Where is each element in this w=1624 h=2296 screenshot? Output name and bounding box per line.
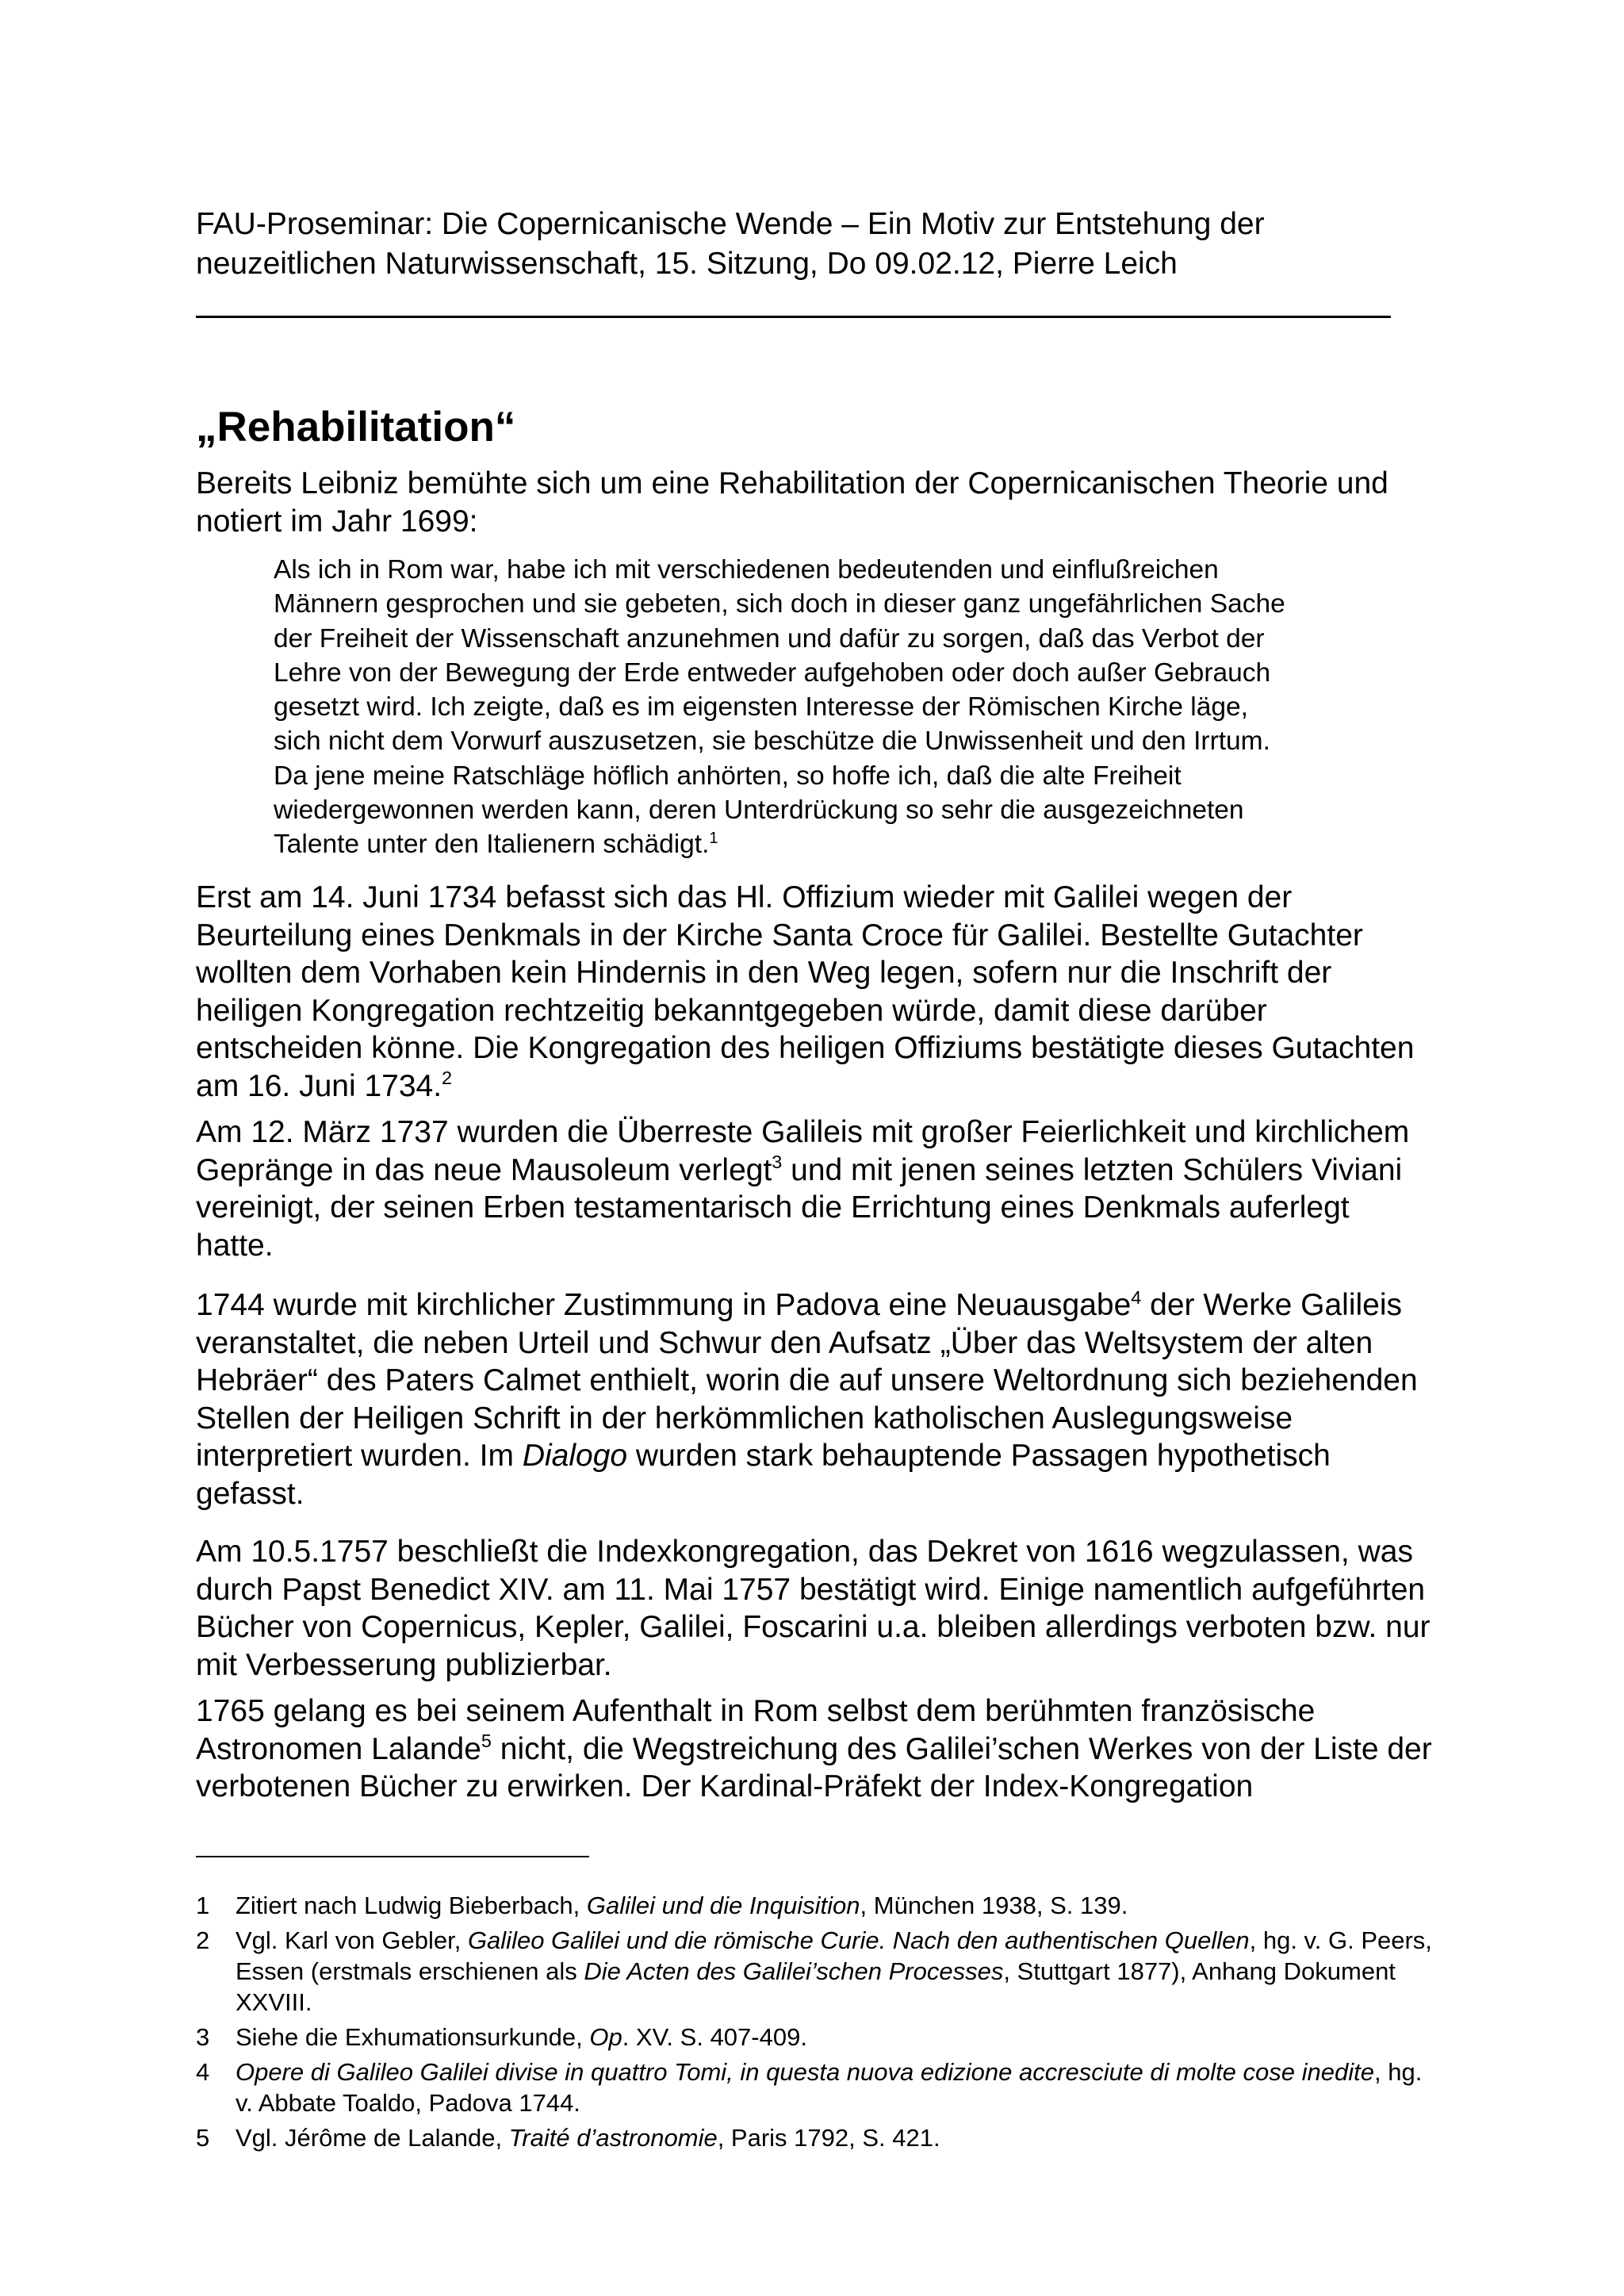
quote-line: der Freiheit der Wissenschaft anzunehmen und dafür zu sorgen, daß das Verbot der bbox=[274, 623, 1265, 654]
paragraph-1734 bbox=[196, 879, 1433, 1105]
paragraph-1744 bbox=[196, 1286, 1433, 1512]
footnote-text: . XV. S. 407-409. bbox=[622, 2023, 807, 2051]
section-title: „Rehabilitation“ bbox=[196, 404, 516, 450]
footnote-text: , Stuttgart 1877), Anhang Dokument XXVIII. bbox=[236, 1957, 1396, 2016]
footnote-ref-5[interactable]: 5 bbox=[481, 1731, 492, 1752]
quote-line-text: Talente unter den Italienern schädigt. bbox=[274, 830, 710, 860]
footnote-text: Vgl. Karl von Gebler, bbox=[236, 1926, 468, 1954]
quote-line: wiedergewonnen werden kann, deren Unterdrückung so sehr die ausgezeichneten bbox=[274, 795, 1244, 826]
paragraph-1737 bbox=[196, 1114, 1433, 1264]
quote-line: Da jene meine Ratschläge höflich anhörten, so hoffe ich, daß die alte Freiheit bbox=[274, 761, 1182, 791]
footnote-2 bbox=[196, 1925, 1433, 2018]
footnote-text: Zitiert nach Ludwig Bieberbach, bbox=[236, 1892, 587, 1919]
footnote-text: Vgl. Jérôme de Lalande, bbox=[236, 2124, 509, 2152]
footnote-number: 5 bbox=[196, 2124, 210, 2152]
paragraph-text: und mit jenen seines letzten Schülers Viviani vereinigt, der seinen Erben testamentarisch die Errichtung eines Denkmals auferlegt hatte. bbox=[196, 1152, 1403, 1263]
footnote-text: , hg. v. G. Peers, Essen (erstmals erschienen als bbox=[236, 1926, 1432, 1985]
footnote-italic: Opere di Galileo Galilei divise in quattro Tomi, in questa nuova edizione accresciute di molte cose inedite bbox=[236, 2058, 1374, 2086]
footnote-ref-1[interactable]: 1 bbox=[709, 830, 718, 848]
quote-line: Als ich in Rom war, habe ich mit verschiedenen bedeutenden und einflußreichen bbox=[274, 555, 1219, 585]
paragraph-text: 1765 gelang es bei seinem Aufenthalt in Rom selbst dem berühmten französische Astronomen Lalande bbox=[196, 1694, 1316, 1766]
footnote-number: 3 bbox=[196, 2023, 210, 2051]
header-divider bbox=[196, 316, 1391, 318]
quote-line: Lehre von der Bewegung der Erde entweder aufgehoben oder doch außer Gebrauch bbox=[274, 657, 1271, 688]
quote-line: sich nicht dem Vorwurf auszusetzen, sie beschütze die Unwissenheit und den Irrtum. bbox=[274, 726, 1270, 757]
footnote-number: 4 bbox=[196, 2058, 210, 2086]
footnote-text: , Paris 1792, S. 421. bbox=[717, 2124, 940, 2152]
footnote-1 bbox=[196, 1890, 1433, 1921]
footnotes bbox=[196, 1890, 1433, 2157]
footnote-text: , München 1938, S. 139. bbox=[860, 1892, 1128, 1919]
footnote-italic: Galilei und die Inquisition bbox=[586, 1892, 860, 1919]
header-line-2: neuzeitlichen Naturwissenschaft, 15. Sitzung, Do 09.02.12, Pierre Leich bbox=[196, 247, 1178, 281]
paragraph-text: wurden stark behauptende Passagen hypothetisch gefasst. bbox=[196, 1439, 1331, 1511]
paragraph-text: nicht, die Wegstreichung des Galilei’schen Werkes von der Liste der verbotenen Bücher zu erwirken. Der Kardinal-Präfekt der Index-Kongregation bbox=[196, 1731, 1432, 1803]
footnote-ref-3[interactable]: 3 bbox=[772, 1152, 783, 1173]
footnote-ref-4[interactable]: 4 bbox=[1131, 1286, 1142, 1308]
footnote-italic: Op bbox=[589, 2023, 622, 2051]
paragraph-1757 bbox=[196, 1533, 1433, 1684]
paragraph-text: Erst am 14. Juni 1734 befasst sich das Hl. Offizium wieder mit Galilei wegen der Beurteilung eines Denkmals in der Kirche Santa Croce für Galilei. Bestellte Gutachter wollten dem Vorhaben kein Hindernis in den Weg legen, sofern nur die Inschrift der heiligen Kongregation rechtzeitig bekanntgegeben würde, damit diese darüber entscheiden könne. Die Kongregation des heiligen Offiziums bestätigte dieses Gutachten am 16. Juni 1734. bbox=[196, 880, 1415, 1103]
leibniz-quote bbox=[274, 553, 1415, 862]
footnote-italic: Galileo Galilei und die römische Curie. Nach den authentischen Quellen bbox=[467, 1926, 1250, 1954]
footnote-4 bbox=[196, 2056, 1433, 2118]
footnote-text: Siehe die Exhumationsurkunde, bbox=[236, 2023, 590, 2051]
paragraph-1765 bbox=[196, 1692, 1433, 1806]
footnote-number: 1 bbox=[196, 1892, 210, 1919]
paragraph-text: Am 12. März 1737 wurden die Überreste Galileis mit großer Feierlichkeit und kirchlichem Gepränge in das neue Mausoleum verlegt bbox=[196, 1115, 1410, 1187]
dialogo-title: Dialogo bbox=[522, 1439, 628, 1473]
footnote-number: 2 bbox=[196, 1926, 210, 1954]
footnote-5 bbox=[196, 2122, 1433, 2153]
quote-line: gesetzt wird. Ich zeigte, daß es im eigensten Interesse der Römischen Kirche läge, bbox=[274, 692, 1248, 723]
quote-line: Männern gesprochen und sie gebeten, sich doch in dieser ganz ungefährlichen Sache bbox=[274, 589, 1285, 619]
quote-line-last bbox=[274, 827, 1415, 861]
page-header bbox=[196, 205, 1401, 284]
header-line-1: FAU-Proseminar: Die Copernicanische Wende – Ein Motiv zur Entstehung der bbox=[196, 207, 1265, 241]
footnote-ref-2[interactable]: 2 bbox=[442, 1068, 453, 1089]
paragraph-text: 1744 wurde mit kirchlicher Zustimmung in Padova eine Neuausgabe bbox=[196, 1288, 1132, 1322]
footnote-divider bbox=[196, 1856, 589, 1857]
footnote-3 bbox=[196, 2022, 1433, 2053]
footnote-italic: Die Acten des Galilei’schen Processes bbox=[584, 1957, 1004, 1985]
paragraph-text: Am 10.5.1757 beschließt die Indexkongregation, das Dekret von 1616 wegzulassen, was durch Papst Benedict XIV. am 11. Mai 1757 bestätigt wird. Einige namentlich aufgeführten Bücher von Copernicus, Kepler, Galilei, Foscarini u.a. bleiben allerdings verboten bzw. nur mit Verbesserung publizierbar. bbox=[196, 1535, 1431, 1682]
paragraph-text: der Werke Galileis veranstaltet, die neben Urteil und Schwur den Aufsatz „Über das Weltsystem der alten Hebräer“ des Paters Calmet enthielt, worin die auf unsere Weltordnung sich beziehenden Stellen der Heiligen Schrift in der herkömmlichen katholischen Auslegungsweise interpretiert wurden. Im bbox=[196, 1288, 1418, 1473]
intro-paragraph: Bereits Leibniz bemühte sich um eine Rehabilitation der Copernicanischen Theorie und notiert im Jahr 1699: bbox=[196, 466, 1388, 539]
footnote-text: , hg. v. Abbate Toaldo, Padova 1744. bbox=[236, 2058, 1423, 2117]
footnote-italic: Traité d’astronomie bbox=[508, 2124, 718, 2152]
